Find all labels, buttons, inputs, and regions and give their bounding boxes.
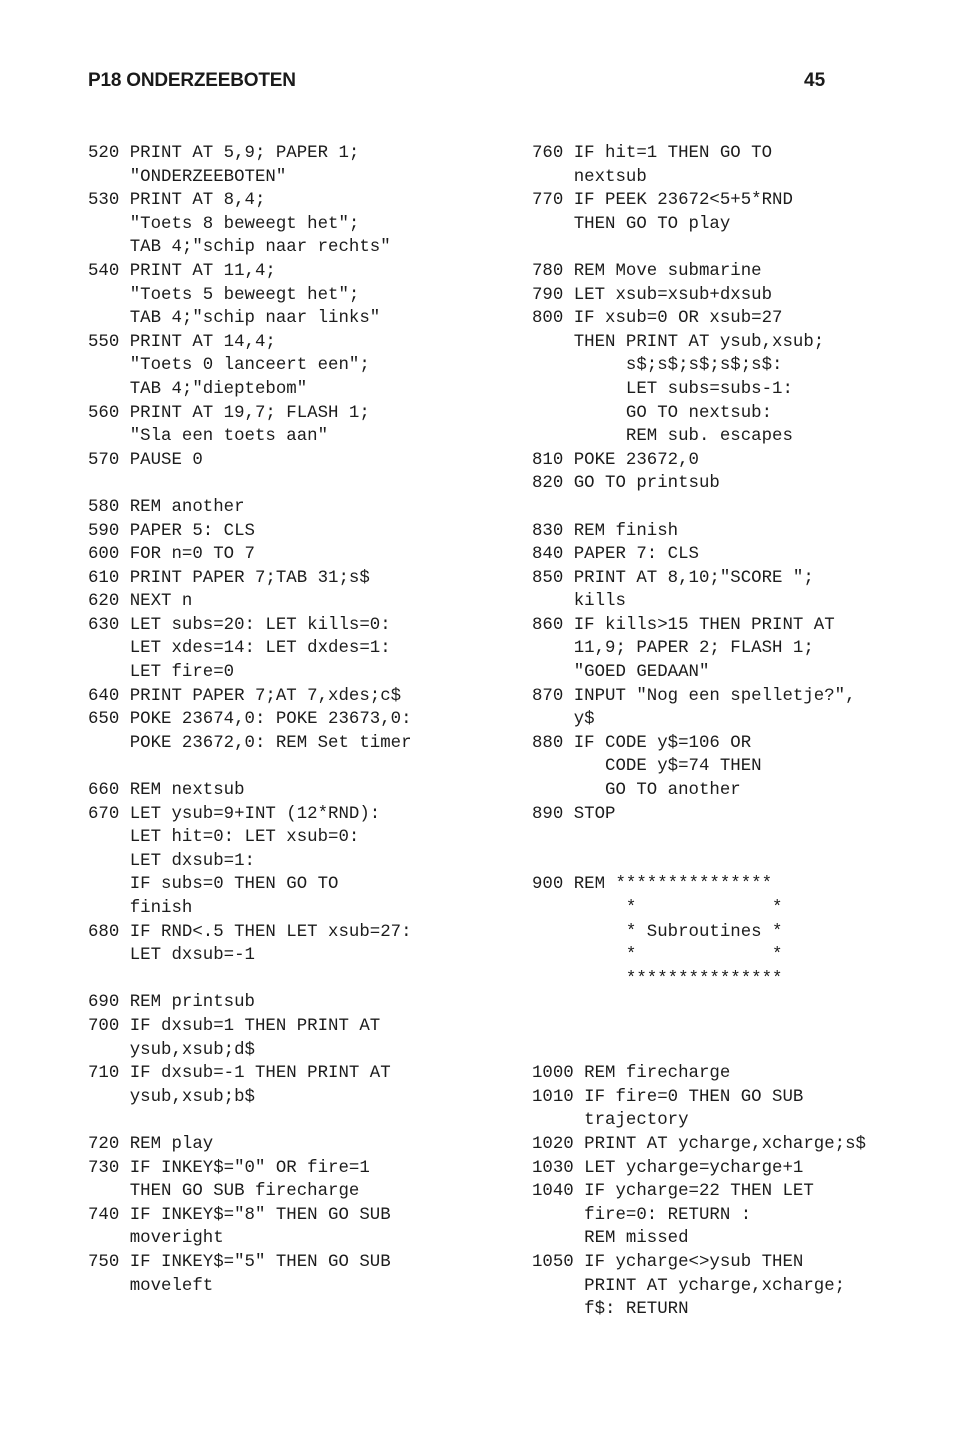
code-line: REM sub. escapes	[532, 427, 793, 447]
code-line: 700 IF dxsub=1 THEN PRINT AT	[88, 1016, 381, 1036]
code-line: THEN GO TO play	[532, 214, 731, 234]
code-line: 870 INPUT "Nog een spelletje?",	[532, 686, 856, 706]
code-line: "Toets 8 beweegt het";	[88, 214, 360, 234]
code-line: 1030 LET ycharge=ycharge+1	[532, 1158, 804, 1178]
code-line: 1020 PRINT AT ycharge,xcharge;s$	[532, 1134, 866, 1154]
code-line: LET xdes=14: LET dxdes=1:	[88, 639, 391, 659]
code-line: moveleft	[88, 1276, 214, 1296]
code-line: 760 IF hit=1 THEN GO TO	[532, 144, 773, 163]
code-line: GO TO nextsub:	[532, 403, 773, 423]
code-line: 840 PAPER 7: CLS	[532, 545, 699, 565]
code-line: 830 REM finish	[532, 521, 679, 541]
code-line	[532, 236, 942, 260]
code-line: * *	[532, 899, 783, 918]
code-line	[88, 472, 488, 496]
page-number: 45	[804, 70, 826, 91]
code-line: fire=0: RETURN :	[532, 1205, 752, 1225]
code-line	[532, 1039, 942, 1063]
code-line: kills	[532, 592, 626, 612]
code-line: THEN GO SUB firecharge	[88, 1182, 360, 1202]
code-line: ysub,xsub;d$	[88, 1040, 255, 1060]
code-line: 1010 IF fire=0 THEN GO SUB	[532, 1087, 804, 1107]
code-line: GO TO another	[532, 781, 741, 801]
code-line: 710 IF dxsub=-1 THEN PRINT AT	[88, 1064, 391, 1084]
code-line: "Toets 0 lanceert een";	[88, 356, 370, 376]
code-line: 610 PRINT PAPER 7;TAB 31;s$	[88, 568, 370, 588]
code-line: trajectory	[532, 1111, 689, 1131]
code-line: 660 REM nextsub	[88, 781, 245, 801]
code-line: 620 NEXT n	[88, 592, 193, 612]
code-line: 780 REM Move submarine	[532, 261, 762, 281]
code-line: 1000 REM firecharge	[532, 1064, 731, 1084]
code-line: 720 REM play	[88, 1134, 214, 1154]
code-line: 1040 IF ycharge=22 THEN LET	[532, 1182, 814, 1202]
code-line: "Toets 5 beweegt het";	[88, 285, 360, 305]
code-line: ysub,xsub;b$	[88, 1087, 255, 1107]
code-line: TAB 4;"schip naar links"	[88, 309, 381, 329]
code-line: "ONDERZEEBOTEN"	[88, 167, 287, 187]
code-line: 650 POKE 23674,0: POKE 23673,0:	[88, 710, 412, 730]
code-line: LET fire=0	[88, 663, 235, 683]
code-line	[88, 968, 488, 992]
code-line: finish	[88, 899, 193, 918]
code-line: ***************	[532, 969, 783, 989]
code-line: LET hit=0: LET xsub=0:	[88, 828, 360, 848]
code-line: 670 LET ysub=9+INT (12*RND):	[88, 804, 381, 824]
code-line: 740 IF INKEY$="8" THEN GO SUB	[88, 1205, 391, 1225]
code-line: 860 IF kills>15 THEN PRINT AT	[532, 615, 835, 635]
code-line	[532, 1015, 942, 1039]
chapter-title: P18 ONDERZEEBOTEN	[88, 70, 296, 91]
code-line: f$: RETURN	[532, 1300, 689, 1320]
code-line: REM missed	[532, 1229, 689, 1249]
code-line: 600 FOR n=0 TO 7	[88, 545, 255, 565]
code-line: 730 IF INKEY$="0" OR fire=1	[88, 1158, 370, 1178]
code-line: LET dxsub=1:	[88, 851, 255, 871]
code-line: LET dxsub=-1	[88, 946, 255, 966]
code-line: CODE y$=74 THEN	[532, 757, 762, 777]
code-line: TAB 4;"dieptebom"	[88, 379, 308, 399]
code-line: POKE 23672,0: REM Set timer	[88, 733, 412, 753]
code-line: 530 PRINT AT 8,4;	[88, 191, 266, 211]
code-line: 520 PRINT AT 5,9; PAPER 1;	[88, 144, 360, 163]
code-line: IF subs=0 THEN GO TO	[88, 875, 339, 895]
code-line: * Subroutines *	[532, 922, 783, 942]
code-line: 580 REM another	[88, 497, 245, 517]
code-line: 560 PRINT AT 19,7; FLASH 1;	[88, 403, 370, 423]
code-line: * *	[532, 946, 783, 966]
code-line: 570 PAUSE 0	[88, 450, 203, 470]
code-line: "Sla een toets aan"	[88, 427, 329, 447]
code-line: 810 POKE 23672,0	[532, 450, 699, 470]
code-line	[88, 1109, 488, 1133]
code-line	[532, 496, 942, 520]
listing-right-column	[532, 142, 942, 1322]
code-line: 900 REM ***************	[532, 875, 773, 895]
code-line	[88, 755, 488, 779]
code-line: 750 IF INKEY$="5" THEN GO SUB	[88, 1252, 391, 1272]
code-line: LET subs=subs-1:	[532, 379, 793, 399]
code-line: 550 PRINT AT 14,4;	[88, 332, 276, 352]
code-line: moveright	[88, 1229, 224, 1249]
code-line: 820 GO TO printsub	[532, 474, 720, 494]
code-line: 640 PRINT PAPER 7;AT 7,xdes;c$	[88, 686, 402, 706]
code-line: 540 PRINT AT 11,4;	[88, 261, 276, 281]
code-line: 800 IF xsub=0 OR xsub=27	[532, 309, 783, 329]
code-line: TAB 4;"schip naar rechts"	[88, 238, 391, 258]
code-line	[532, 991, 942, 1015]
code-line	[532, 850, 942, 874]
code-line: 790 LET xsub=xsub+dxsub	[532, 285, 773, 305]
code-line: "GOED GEDAAN"	[532, 663, 710, 683]
code-line: 630 LET subs=20: LET kills=0:	[88, 615, 391, 635]
code-line: 590 PAPER 5: CLS	[88, 521, 255, 541]
code-line: 880 IF CODE y$=106 OR	[532, 733, 752, 753]
code-line: 770 IF PEEK 23672<5+5*RND	[532, 191, 793, 211]
code-line: 850 PRINT AT 8,10;"SCORE ";	[532, 568, 814, 588]
code-line: 890 STOP	[532, 804, 616, 824]
code-line: nextsub	[532, 167, 647, 187]
code-line: 1050 IF ycharge<>ysub THEN	[532, 1252, 804, 1272]
code-line: s$;s$;s$;s$;s$:	[532, 356, 783, 376]
code-line	[532, 826, 942, 850]
code-line: y$	[532, 710, 595, 730]
code-line: 690 REM printsub	[88, 993, 255, 1013]
code-line: 680 IF RND<.5 THEN LET xsub=27:	[88, 922, 412, 942]
code-line: THEN PRINT AT ysub,xsub;	[532, 332, 825, 352]
code-line: 11,9; PAPER 2; FLASH 1;	[532, 639, 814, 659]
listing-left-column	[88, 142, 488, 1298]
code-line: PRINT AT ycharge,xcharge;	[532, 1276, 846, 1296]
